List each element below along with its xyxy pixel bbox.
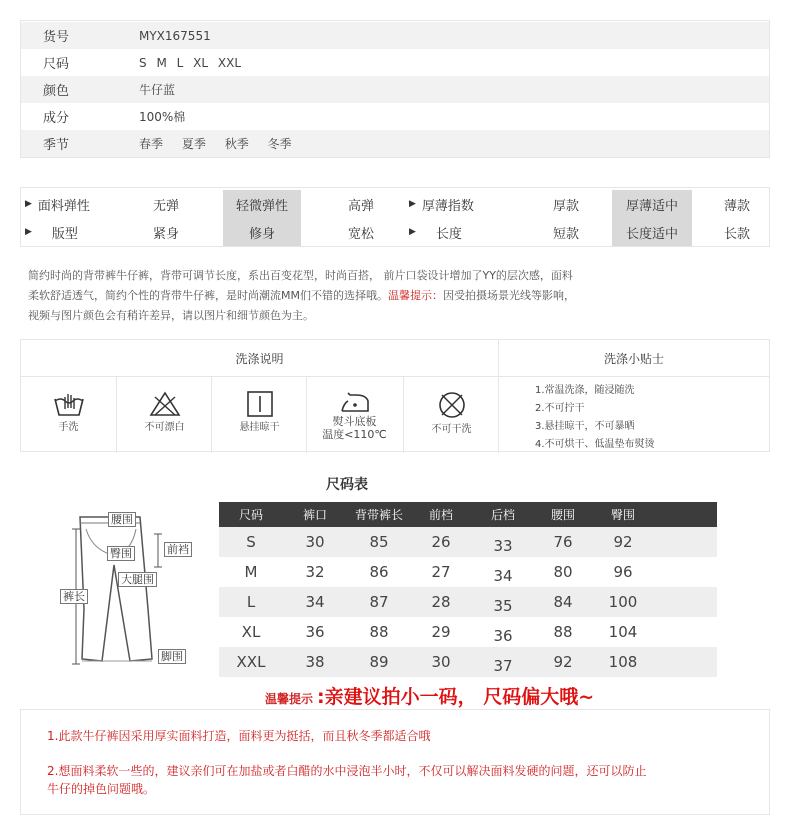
warm-tip-text: :亲建议拍小一码， 尺码偏大哦~: [317, 686, 595, 708]
wash-tips-list: [535, 382, 655, 454]
season-option: 秋季: [224, 137, 249, 151]
notes-box: [20, 709, 770, 815]
wash-item: [404, 377, 499, 453]
wash-tip: 2.不可拧干: [535, 403, 585, 414]
info-value: [139, 135, 307, 152]
size-table-cell: 92: [613, 533, 633, 551]
size-table-cell: 32: [305, 563, 325, 581]
waist-label: 腰围: [108, 512, 136, 527]
no-bleach-icon: [149, 391, 181, 417]
attr-option: 紧身: [152, 226, 179, 242]
column-header: 背带裤长: [354, 508, 403, 522]
size-option: XL: [193, 55, 209, 70]
info-label: 颜色: [43, 84, 70, 99]
size-table-cell: 34: [493, 567, 513, 585]
info-row-season: [21, 130, 769, 157]
size-table-cell: 30: [305, 533, 325, 551]
size-table-row: [219, 617, 717, 647]
note-line: 2.想面料柔软一些的，建议亲们可在加盐或者白醋的水中浸泡半小时，不仅可以解决面料发硬的问题，还可以防止: [47, 764, 647, 778]
size-warm-tip: [265, 682, 594, 709]
size-table-row: [219, 557, 717, 587]
size-option: S: [139, 55, 147, 70]
description-line: 简约时尚的背带裤牛仔裤，背带可调节长度，系出百变花型，时尚百搭， 前片口袋设计增加了YY的层次感，面料: [28, 269, 573, 282]
size-table-cell: 33: [493, 537, 513, 555]
size-table-cell: 38: [305, 653, 325, 671]
triangle-right-icon: ▶: [25, 199, 32, 209]
description-line: 柔软舒适透气，简约个性的背带牛仔裤，是时尚潮流MM们不错的选择哦。温馨提示：因受拍摄场景光线等影响，: [28, 289, 575, 302]
info-row-color: [21, 76, 769, 103]
size-table-row: [219, 587, 717, 617]
size-table-cell: 26: [431, 533, 451, 551]
wash-tips-title: 洗涤小贴士: [603, 351, 664, 366]
wash-item-label: 不可漂白: [144, 422, 185, 433]
size-table-cell: 89: [369, 653, 389, 671]
attr-option: 宽松: [347, 226, 374, 242]
size-table-cell: 87: [369, 593, 389, 611]
size-table-cell: 104: [608, 623, 638, 641]
attr-option-selected: 厚薄适中: [612, 190, 692, 218]
attr-option-selected: 修身: [223, 218, 301, 246]
size-table-cell: 37: [493, 657, 513, 675]
attr-option-selected: 轻微弹性: [223, 190, 301, 218]
hang-dry-icon: [244, 391, 276, 417]
size-table-cell: 86: [369, 563, 389, 581]
size-table-cell: 100: [608, 593, 638, 611]
attr-label-thickness: ▶ 厚薄指数: [409, 198, 474, 214]
triangle-right-icon: ▶: [409, 227, 416, 237]
warm-tip-label: 温馨提示：: [387, 289, 443, 302]
wash-title: 洗涤说明: [235, 351, 284, 366]
note-line: 牛仔的掉色问题哦。: [47, 782, 156, 796]
attributes-table: [20, 187, 770, 247]
attr-label-length: ▶ 长度: [409, 226, 462, 242]
info-label: 货号: [43, 30, 70, 45]
size-table-cell: 35: [493, 597, 513, 615]
note-line: 1.此款牛仔裤因采用厚实面料打造，面料更为挺括，而且秋冬季都适合哦: [47, 729, 431, 743]
size-table-cell: 28: [431, 593, 451, 611]
length-label: 裤长: [60, 589, 88, 604]
season-option: 夏季: [181, 137, 206, 151]
column-header: 尺码: [238, 508, 263, 522]
size-table-cell: 85: [369, 533, 389, 551]
wash-tip: 4.不可烘干、低温垫布熨烫: [535, 439, 655, 450]
season-option: 春季: [139, 137, 164, 151]
info-row-sku: [21, 22, 769, 49]
attr-option: 高弹: [347, 198, 374, 214]
hip-label: 臀围: [107, 546, 135, 561]
wash-item: [21, 377, 116, 453]
info-label: 季节: [43, 138, 70, 153]
size-table-cell: 96: [613, 563, 633, 581]
size-table-cell: 88: [553, 623, 573, 641]
attr-option: 厚款: [552, 198, 579, 214]
wash-item-label: 熨斗底板 温度<110℃: [322, 415, 387, 441]
size-table-cell: 34: [305, 593, 325, 611]
wash-item: [212, 377, 307, 453]
info-value: [139, 56, 256, 70]
warm-tip-label: 温馨提示: [265, 692, 314, 706]
front-rise-label: 前裆: [164, 542, 192, 557]
size-table-cell: L: [246, 593, 256, 611]
description-line: 视频与图片颜色会有稍许差异，请以图片和细节颜色为主。: [28, 309, 314, 322]
size-table-cell: XXL: [236, 653, 266, 671]
size-table: [219, 502, 717, 677]
size-table-cell: 84: [553, 593, 573, 611]
size-table-cell: 76: [553, 533, 573, 551]
size-option: M: [156, 55, 167, 70]
triangle-right-icon: ▶: [25, 227, 32, 237]
info-value: 100%棉: [139, 110, 186, 124]
attr-option-selected: 长度适中: [612, 218, 692, 246]
column-header: 腰围: [550, 508, 575, 522]
info-row-material: [21, 103, 769, 130]
wash-item-label: 手洗: [58, 422, 79, 433]
pants-diagram: [52, 509, 202, 674]
no-dry-clean-icon: [436, 391, 468, 419]
size-option: XXL: [217, 55, 242, 70]
leg-opening-label: 脚围: [158, 649, 186, 664]
attr-option: 短款: [552, 226, 579, 242]
size-table-cell: 36: [305, 623, 325, 641]
column-header: 后档: [490, 508, 515, 522]
size-chart-title: 尺码表: [326, 477, 368, 493]
info-label: 成分: [43, 111, 70, 126]
size-table-cell: 88: [369, 623, 389, 641]
size-table-cell: XL: [241, 623, 261, 641]
attr-option: 无弹: [152, 198, 179, 214]
info-value: 牛仔蓝: [139, 83, 176, 97]
size-table-cell: 108: [608, 653, 638, 671]
column-header: 裤口: [302, 508, 327, 522]
wash-tip: 1.常温洗涤，随浸随洗: [535, 385, 635, 396]
size-option: L: [176, 55, 184, 70]
size-table-cell: 27: [431, 563, 451, 581]
attr-option: 薄款: [723, 198, 750, 214]
hand-wash-icon: [53, 391, 85, 417]
size-table-cell: 30: [431, 653, 451, 671]
size-table-cell: M: [244, 563, 258, 581]
attr-option: 长款: [723, 226, 750, 242]
size-table-cell: S: [246, 533, 256, 551]
column-header: 臀围: [610, 508, 635, 522]
info-value: MYX167551: [139, 28, 211, 43]
wash-item-label: 不可干洗: [431, 424, 472, 435]
size-table-cell: 92: [553, 653, 573, 671]
size-table-cell: 80: [553, 563, 573, 581]
size-table-row: [219, 527, 717, 557]
attr-label-elasticity: ▶ 面料弹性: [25, 198, 90, 214]
wash-tip: 3.悬挂晾干，不可暴晒: [535, 421, 635, 432]
size-table-header: [219, 502, 717, 527]
size-table-cell: 29: [431, 623, 451, 641]
season-option: 冬季: [267, 137, 292, 151]
wash-item-label: 悬挂晾干: [239, 422, 280, 433]
wash-item: [117, 377, 212, 453]
attr-label-fit: ▶ 版型: [25, 226, 78, 242]
info-label: 尺码: [43, 57, 70, 72]
size-table-row: [219, 647, 717, 677]
product-description: [28, 266, 768, 326]
thigh-label: 大腿围: [118, 572, 157, 587]
wash-item: [307, 377, 402, 453]
product-info-table: [20, 20, 770, 158]
triangle-right-icon: ▶: [409, 199, 416, 209]
wash-instructions-table: [20, 339, 770, 452]
info-row-size: [21, 49, 769, 76]
column-header: 前档: [428, 508, 453, 522]
size-table-cell: 36: [493, 627, 513, 645]
iron-icon: [338, 391, 372, 413]
